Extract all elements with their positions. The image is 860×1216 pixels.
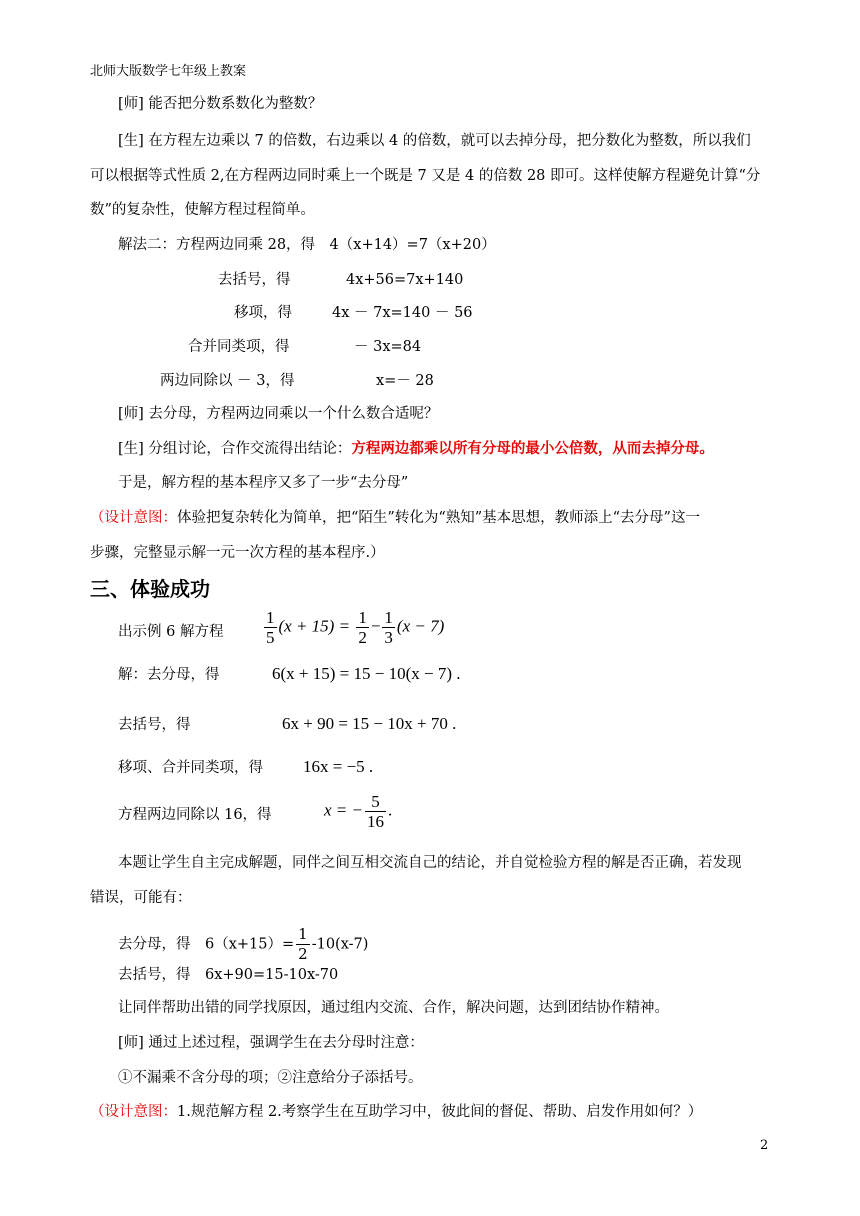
design-intent-2 (90, 1102, 702, 1122)
student-answer-line-3: 数”的复杂性，使解方程过程简单。 (90, 202, 315, 218)
example-equation (262, 608, 444, 647)
period: . (388, 800, 393, 820)
teacher-emphasis: [师] 通过上述过程，强调学生在去分母时注意： (118, 1035, 424, 1051)
fraction-denominator: 3 (384, 628, 393, 647)
fraction-one-fifth (264, 608, 277, 647)
student-answer-line-2: 可以根据等式性质 2,在方程两边同时乘上一个既是 7 又是 4 的倍数 28 即可。这样使解方程避免计算“分 (90, 168, 761, 184)
solution-step-1-equation: 6(x + 15) = 15 − 10(x − 7) . (272, 664, 461, 683)
section-heading: 三、体验成功 (90, 577, 210, 601)
paragraph-peer-help: 让同伴帮助出错的同学找原因，通过组内交流、合作，解决问题，达到团结协作精神。 (118, 1000, 669, 1016)
step-4-lhs: x = − (324, 800, 363, 820)
paragraph-self-check-line-1: 本题让学生自主完成解题，同伴之间互相交流自己的结论，并自觉检验方程的解是否正确，若发现 (118, 855, 742, 871)
error-example-2: 去括号，得 6x+90=15-10x-70 (118, 967, 339, 983)
error-example-1 (118, 925, 368, 964)
page-header: 北师大版数学七年级上教案 (90, 64, 247, 79)
fraction-numerator: 1 (298, 925, 308, 943)
fraction-denominator: 2 (298, 945, 308, 963)
step-equation-transpose: 4x － 7x=140 － 56 (332, 305, 473, 321)
example-lhs: (x + 15) = (278, 616, 351, 636)
procedure-note: 于是，解方程的基本程序又多了一步“去分母” (118, 475, 409, 491)
error-1-prefix: 去分母，得 6（x+15）= (118, 936, 295, 953)
fraction-denominator: 2 (358, 628, 367, 647)
step-label-transpose: 移项，得 (234, 305, 292, 321)
fraction-numerator: 1 (358, 608, 367, 627)
fraction-one-third (382, 608, 395, 647)
step-label-divide: 两边同除以 － 3，得 (160, 373, 295, 389)
student-conclusion (118, 439, 714, 459)
method-two-line: 解法二：方程两边同乘 28，得 4（x+14）=7（x+20） (118, 237, 496, 253)
solution-step-3-label: 移项、合并同类项，得 (118, 760, 263, 776)
fraction-numerator: 1 (384, 608, 393, 627)
fraction-denominator: 5 (266, 628, 275, 647)
design-intent-label: （设计意图： (90, 1104, 177, 1120)
student-answer-line-1: [生] 在方程左边乘以 7 的倍数，右边乘以 4 的倍数，就可以去掉分母，把分数化为整数，所以我们 (118, 133, 751, 149)
conclusion-highlight: 方程两边都乘以所有分母的最小公倍数，从而去掉分母。 (351, 441, 714, 457)
solution-step-3-equation: 16x = −5 . (303, 757, 374, 776)
step-label-combine: 合并同类项，得 (188, 339, 290, 355)
solution-step-4-label: 方程两边同除以 16，得 (118, 807, 272, 823)
example-rhs: (x − 7) (396, 616, 445, 636)
paragraph-self-check-line-2: 错误，可能有： (90, 890, 192, 906)
fraction-denominator: 16 (367, 812, 384, 831)
example-label: 出示例 6 解方程 (118, 624, 224, 640)
step-label-remove-brackets: 去括号，得 (218, 272, 291, 288)
attention-points: ①不漏乘不含分母的项；②注意给分子添括号。 (118, 1070, 423, 1086)
teacher-question-1: [师] 能否把分数系数化为整数？ (118, 96, 323, 112)
design-intent-1-line-1 (90, 508, 700, 528)
design-intent-1-line-2: 步骤，完整显示解一元一次方程的基本程序.） (90, 545, 385, 561)
error-1-suffix: -10(x-7) (311, 936, 369, 953)
teacher-question-2: [师] 去分母，方程两边同乘以一个什么数合适呢？ (118, 406, 439, 422)
fraction-one-half (356, 608, 369, 647)
design-intent-label: （设计意图： (90, 510, 177, 526)
page-number: 2 (760, 1138, 769, 1153)
fraction-five-sixteenths (365, 792, 386, 831)
student-conclusion-prefix: [生] 分组讨论，合作交流得出结论： (118, 441, 352, 457)
minus-sign: − (370, 616, 381, 636)
step-equation-combine: － 3x=84 (354, 339, 422, 355)
step-equation-divide: x=－ 28 (376, 373, 434, 389)
solution-step-4-equation (324, 792, 392, 831)
fraction-one-half-error (296, 925, 310, 964)
solution-step-1-label: 解：去分母，得 (118, 667, 220, 683)
step-equation-remove-brackets: 4x+56=7x+140 (346, 272, 464, 288)
fraction-numerator: 5 (365, 792, 386, 812)
design-intent-text: 1.规范解方程 2.考察学生在互助学习中，彼此间的督促、帮助、启发作用如何？） (177, 1104, 703, 1120)
design-intent-text: 体验把复杂转化为简单，把“陌生”转化为“熟知”基本思想，教师添上“去分母”这一 (177, 510, 700, 526)
solution-step-2-equation: 6x + 90 = 15 − 10x + 70 . (282, 714, 457, 733)
fraction-numerator: 1 (266, 608, 275, 627)
solution-step-2-label: 去括号，得 (118, 717, 191, 733)
